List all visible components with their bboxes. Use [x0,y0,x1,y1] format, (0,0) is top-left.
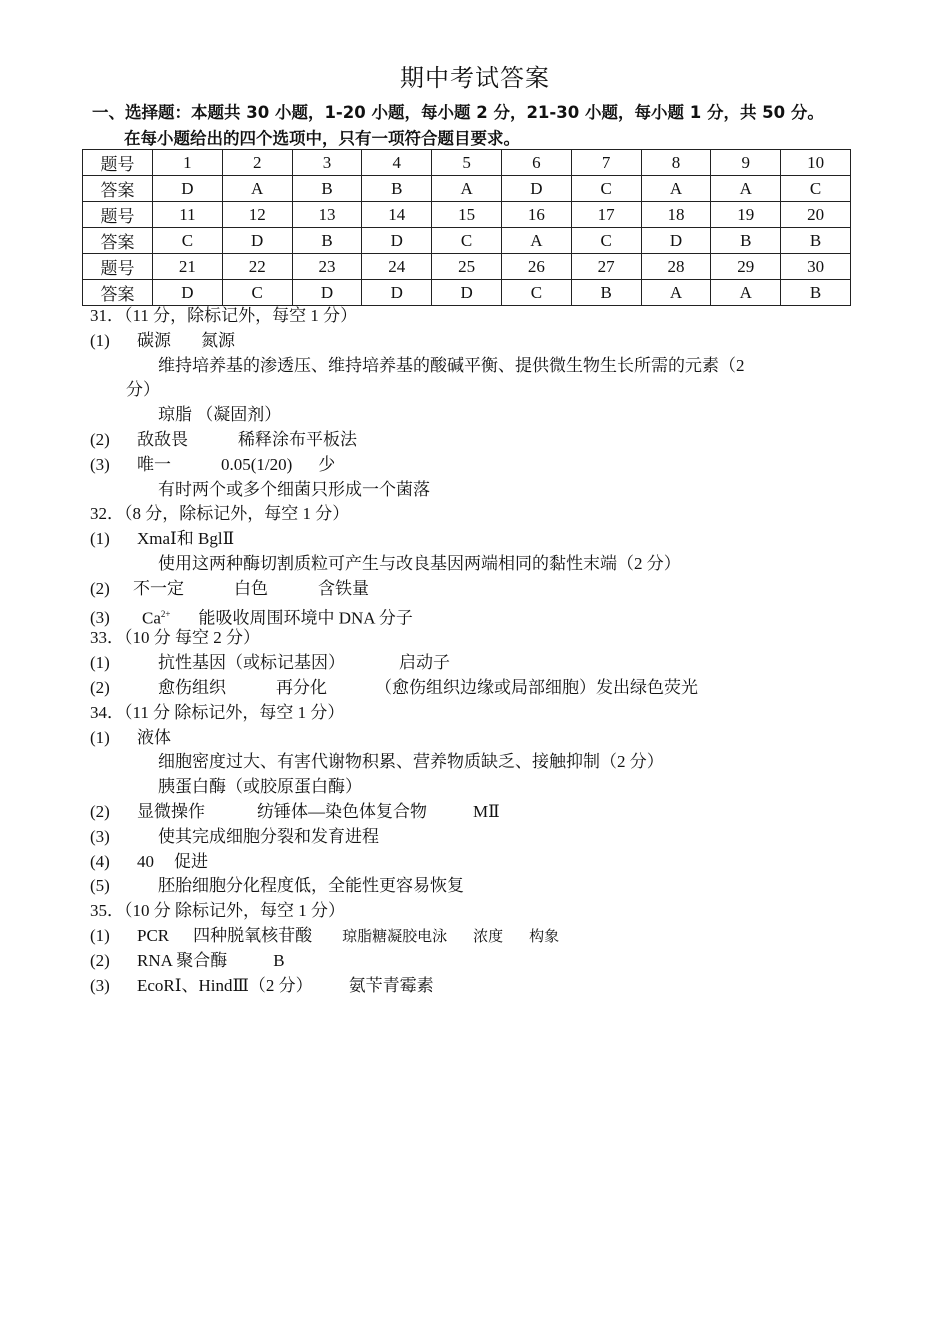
answer-table-cell: 12 [222,202,292,228]
answer-table-cell: C [153,228,223,254]
q31-part1 [90,329,850,354]
q31-part3 [90,453,850,478]
q34-part1 [90,726,850,751]
answer-table-cell: A [641,176,711,202]
q33-header: 33．（10 分 每空 2 分） [90,628,260,648]
answer-table-cell: 21 [153,254,223,280]
answer-table-cell: C [432,228,502,254]
q35-part1 [90,924,850,949]
answer-table-cell: D [292,280,362,306]
answer-table-cell: A [432,176,502,202]
q34-part5-num: (5) [90,876,110,896]
answer-table-row-label: 答案 [83,280,153,306]
answer-table-cell: 2 [222,150,292,176]
q33-answer: 愈伤组织 [158,677,226,697]
answer-table-cell: A [711,176,781,202]
answer-table-cell: 22 [222,254,292,280]
answer-body [90,304,850,998]
answer-table-cell: B [781,280,851,306]
answer-table-cell: A [711,280,781,306]
q35-answer: 四种脱氧核苷酸 [193,925,313,945]
q35-part1-num: (1) [90,925,110,945]
answer-table-row-label: 答案 [83,176,153,202]
q34-answer-line: 细胞密度过大、有害代谢物积累、营养物质缺乏、接触抑制（2 分） [158,752,664,772]
answer-table-cell: 19 [711,202,781,228]
q34-part3-num: (3) [90,826,110,846]
answer-table-body [83,150,851,306]
answer-table-cell: D [641,228,711,254]
answer-table-row-label: 答案 [83,228,153,254]
q32-answer: XmaⅠ和 BglⅡ [137,529,235,549]
q35-part3-num: (3) [90,975,110,995]
answer-table-row [83,228,851,254]
q34-header: 34．（11 分 除标记外，每空 1 分） [90,702,345,722]
q34-part1-num: (1) [90,727,110,747]
q33-answer: （愈伤组织边缘或局部细胞）发出绿色荧光 [375,677,698,697]
answer-table-cell: 27 [571,254,641,280]
answer-table-cell: C [781,176,851,202]
q34-answer: 显微操作 [137,801,205,821]
answer-table-cell: B [362,176,432,202]
q32-part3 [90,602,850,627]
q35-answer: EcoRⅠ、HindⅢ（2 分） [137,975,313,995]
q35-header: 35．（10 分 除标记外，每空 1 分） [90,901,345,921]
q32-answer: 含铁量 [318,578,369,598]
answer-table-cell: 18 [641,202,711,228]
q32-part1 [90,527,850,552]
section-heading-line-2: 在每小题给出的四个选项中，只有一项符合题目要求。 [124,129,520,148]
answer-table-cell: 6 [501,150,571,176]
q33-answer: 抗性基因（或标记基因） [158,653,345,673]
q34-answer: 纺锤体—染色体复合物 [257,801,427,821]
answer-table-cell: 26 [501,254,571,280]
q32-answer-ion-charge: 2+ [160,608,171,619]
q34-answer: 促进 [174,851,208,871]
q31-part1-num: (1) [90,330,110,350]
q35-answer: 琼脂糖凝胶电泳 [342,928,448,945]
q35-part2-num: (2) [90,950,110,970]
q35-answer: 浓度 [473,928,504,945]
q31-part2-num: (2) [90,429,110,449]
answer-table-cell: 16 [501,202,571,228]
q32-answer: 不一定 [133,578,184,598]
section-heading-line-1: 一、选择题：本题共 30 小题，1-20 小题，每小题 2 分，21-30 小题，每小题 1 分，共 50 分。 [92,103,824,122]
answer-table-cell: 5 [432,150,502,176]
answer-table-cell: 17 [571,202,641,228]
q31-answer-line-cont: 分） [126,380,160,400]
q33-answer: 再分化 [276,677,327,697]
answer-table-cell: D [222,228,292,254]
answer-table-cell: 10 [781,150,851,176]
answer-table-cell: A [641,280,711,306]
q32-part3-num: (3) [90,608,110,628]
answer-table-cell: C [571,176,641,202]
answer-table-cell: D [153,280,223,306]
q31-header: 31．（11 分，除标记外，每空 1 分） [90,306,358,325]
q31-answer: 0.05(1/20) [221,454,293,474]
q31-answer: 碳源 [137,330,171,350]
q34-part4-num: (4) [90,851,110,871]
q32-header: 32．（8 分，除标记外，每空 1 分） [90,504,350,524]
answer-table [82,149,851,306]
q34-part3 [90,825,850,850]
q32-answer: 白色 [234,578,268,598]
answer-table-cell: 30 [781,254,851,280]
q35-part2 [90,949,850,974]
q31-answer: 少 [318,454,336,474]
answer-table-cell: 24 [362,254,432,280]
answer-table-cell: A [222,176,292,202]
answer-table-row [83,280,851,306]
answer-table-cell: 23 [292,254,362,280]
q33-answer: 启动子 [399,653,450,673]
answer-table-cell: 25 [432,254,502,280]
answer-table-row [83,202,851,228]
answer-table-row [83,176,851,202]
answer-table-cell: C [571,228,641,254]
q34-answer: 液体 [137,727,171,747]
q34-answer: MⅡ [473,801,500,821]
answer-table-cell: D [501,176,571,202]
answer-table-row-label: 题号 [83,202,153,228]
q31-answer: 敌敌畏 [137,429,188,449]
q34-answer: 40 [137,851,154,871]
q32-answer-ion: Ca [142,608,161,628]
answer-table-cell: B [781,228,851,254]
q35-answer: B [273,950,285,970]
answer-table-cell: D [153,176,223,202]
answer-table-cell: 13 [292,202,362,228]
q34-answer-line: 胰蛋白酶（或胶原蛋白酶） [158,777,362,797]
answer-table-cell: 3 [292,150,362,176]
q31-answer-line: 有时两个或多个细菌只形成一个菌落 [158,479,430,499]
answer-table-cell: 1 [153,150,223,176]
q31-answer: 稀释涂布平板法 [238,429,357,449]
q32-answer-line: 使用这两种酶切割质粒可产生与改良基因两端相同的黏性末端（2 分） [158,553,681,573]
answer-table-row [83,254,851,280]
answer-table-cell: 11 [153,202,223,228]
answer-table-row [83,150,851,176]
q34-part4 [90,850,850,875]
q35-answer: PCR [137,925,170,945]
q33-part1 [90,651,850,676]
answer-table-cell: D [432,280,502,306]
answer-table-cell: 4 [362,150,432,176]
answer-table-cell: 7 [571,150,641,176]
q35-part3 [90,974,850,999]
q32-answer: 能吸收周围环境中 DNA 分子 [198,608,413,628]
q35-answer: 构象 [529,928,560,945]
q34-answer: 使其完成细胞分裂和发育进程 [158,826,379,846]
answer-table-cell: 29 [711,254,781,280]
answer-table-row-label: 题号 [83,150,153,176]
q33-part2 [90,676,850,701]
answer-table-cell: B [292,176,362,202]
answer-table-cell: 9 [711,150,781,176]
q33-part2-num: (2) [90,677,110,697]
q35-answer: 氨苄青霉素 [348,975,434,995]
q31-answer: 氮源 [201,330,235,350]
q32-part1-num: (1) [90,529,110,549]
page-title: 期中考试答案 [400,64,550,92]
q32-part2-num: (2) [90,578,110,598]
answer-table-cell: D [362,228,432,254]
answer-table-cell: C [222,280,292,306]
q31-answer-line: 维持培养基的渗透压、维持培养基的酸碱平衡、提供微生物生长所需的元素（2 [158,355,745,375]
q32-part2 [90,577,850,602]
q31-answer: 唯一 [137,454,171,474]
answer-table-cell: B [292,228,362,254]
q31-part3-num: (3) [90,454,110,474]
section-heading-choice [92,100,912,152]
answer-table-cell: 8 [641,150,711,176]
answer-table-cell: A [501,228,571,254]
answer-table-cell: B [711,228,781,254]
q34-part5 [90,874,850,899]
q34-part2 [90,800,850,825]
q31-answer-line: 琼脂 （凝固剂） [158,405,282,425]
answer-table-cell: D [362,280,432,306]
answer-table-cell: 28 [641,254,711,280]
answer-table-cell: 15 [432,202,502,228]
answer-table-cell: 20 [781,202,851,228]
answer-table-cell: 14 [362,202,432,228]
q34-part2-num: (2) [90,801,110,821]
answer-table-row-label: 题号 [83,254,153,280]
answer-table-cell: B [571,280,641,306]
answer-table-cell: C [501,280,571,306]
q33-part1-num: (1) [90,653,110,673]
q34-answer: 胚胎细胞分化程度低，全能性更容易恢复 [158,876,464,896]
q35-answer: RNA 聚合酶 [137,950,228,970]
q31-part2 [90,428,850,453]
